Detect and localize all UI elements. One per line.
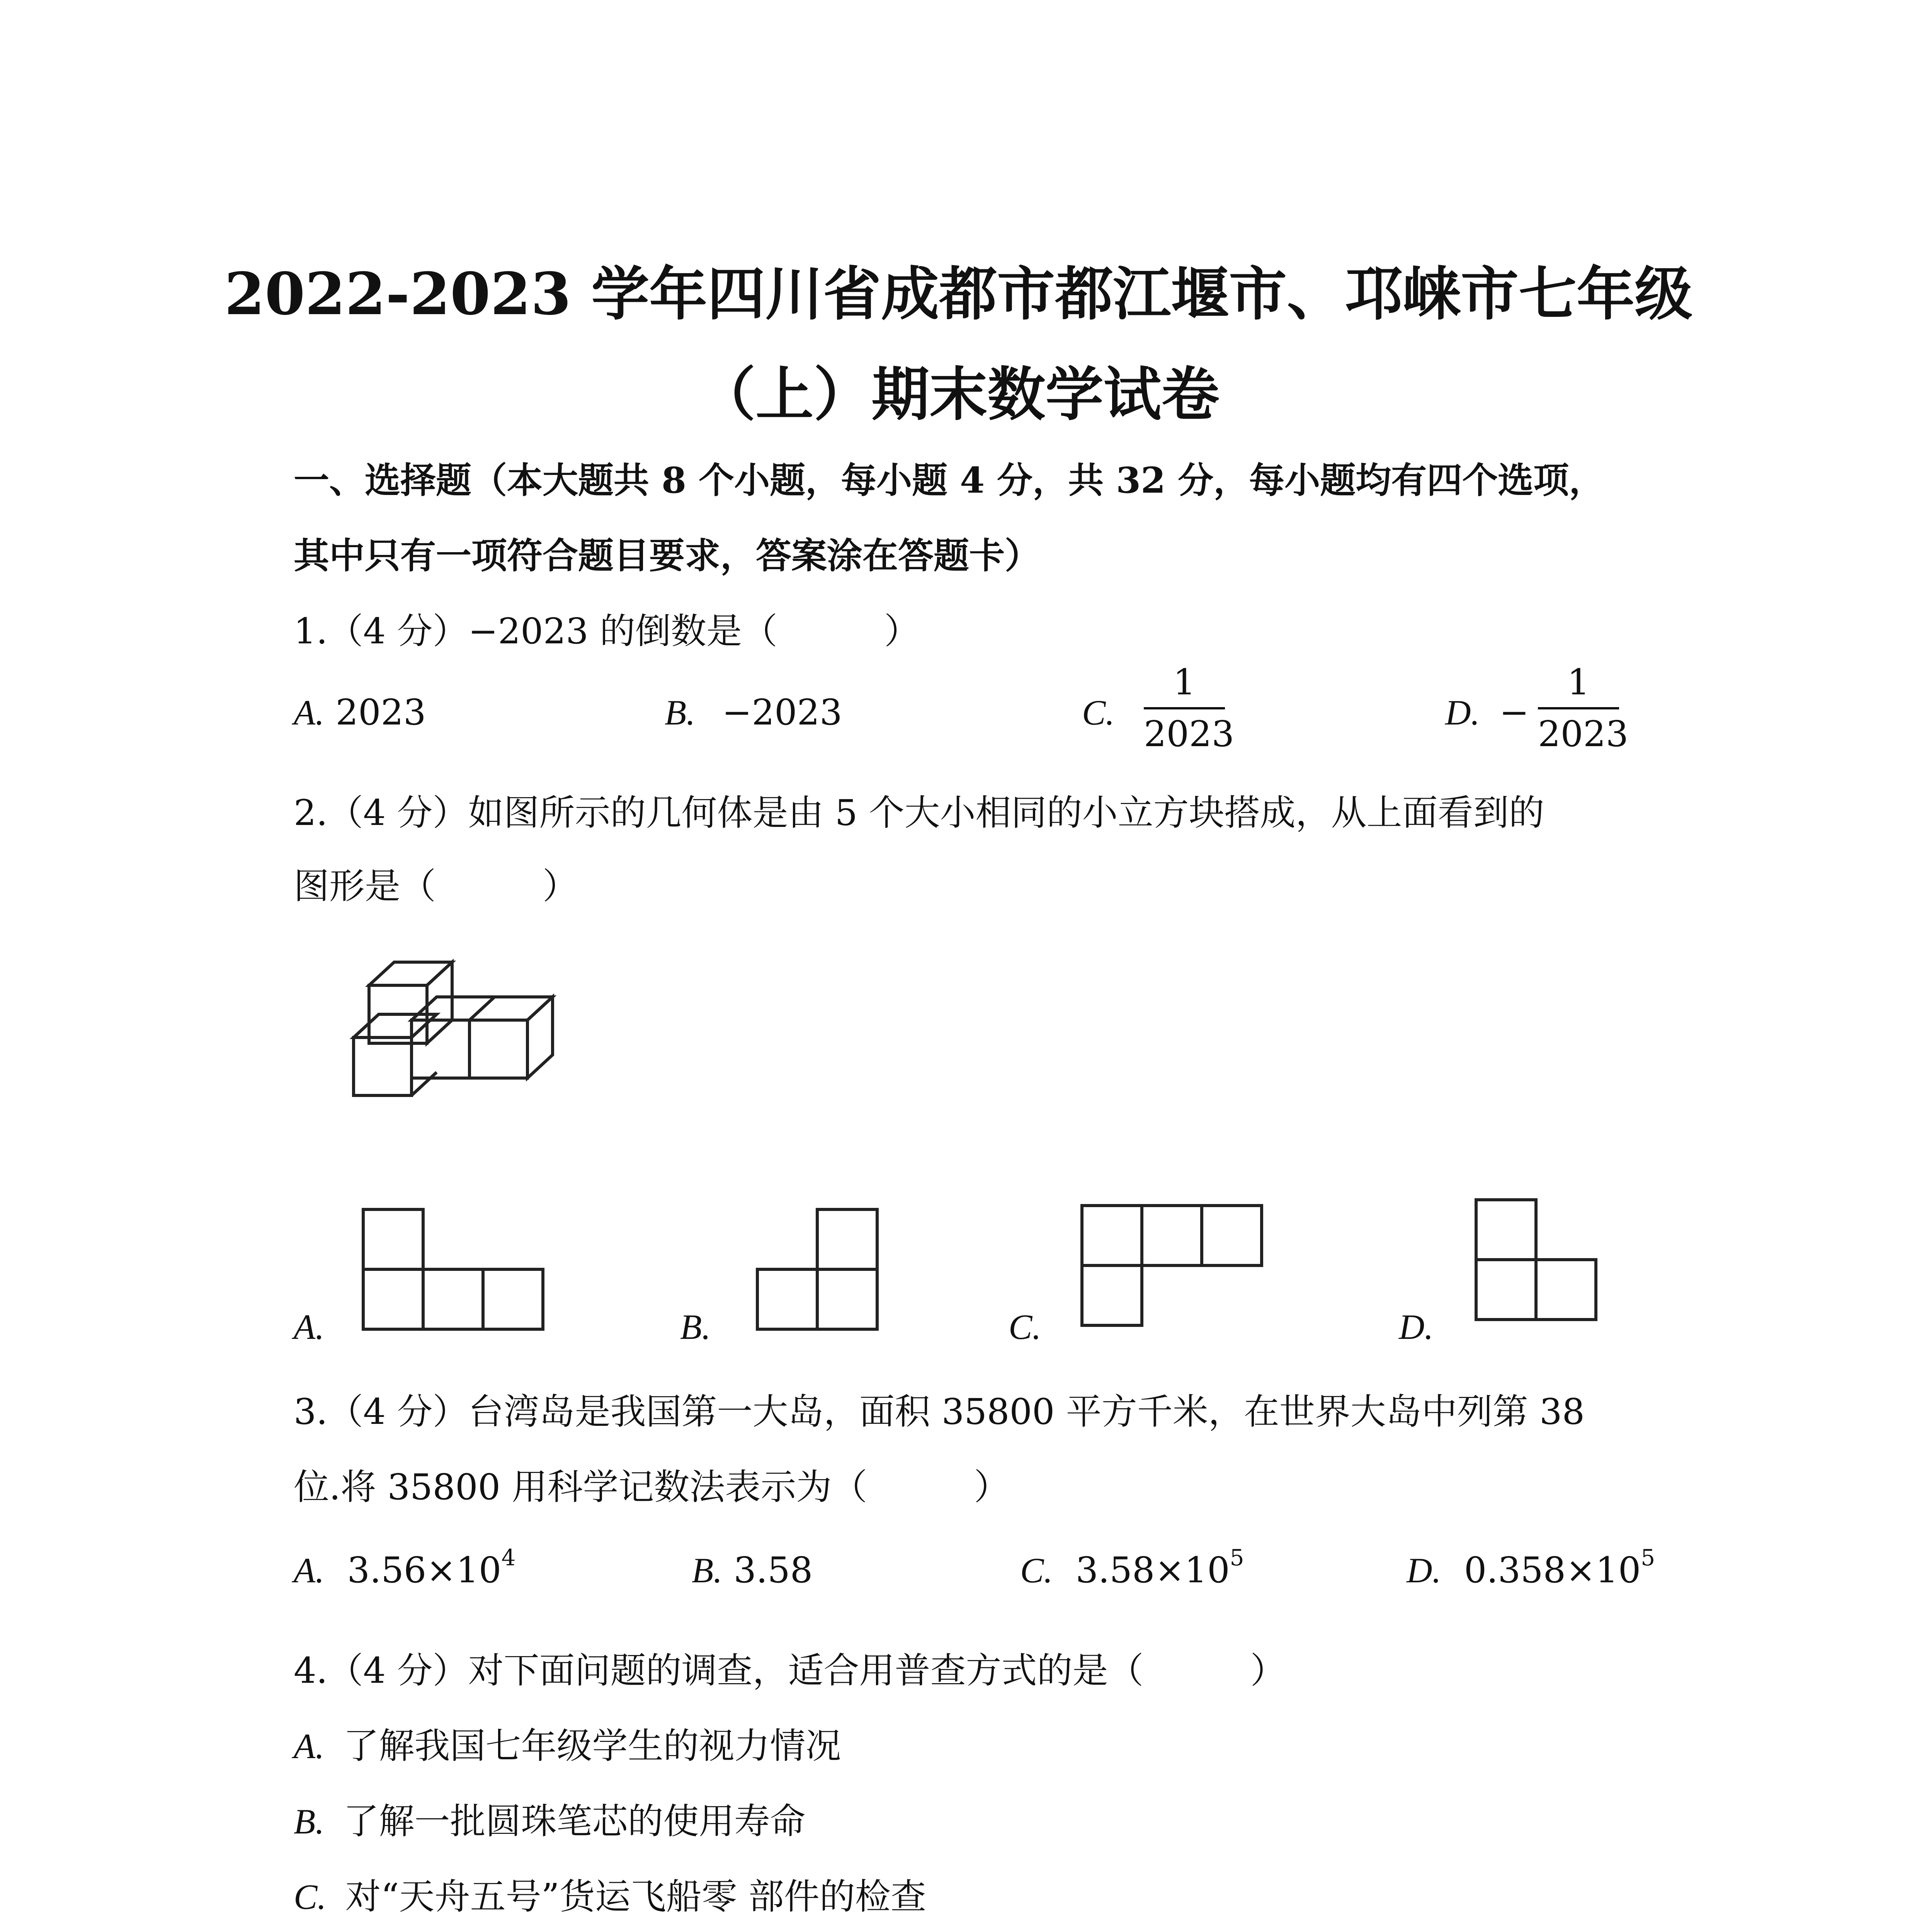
q1-option-c-denominator: 2023 [1144,713,1235,755]
q4-option-a-text: 了解我国七年级学生的视力情况 [343,1725,841,1767]
q3-option-a-base: 3.56×10 [347,1549,502,1591]
q3-option-c [1020,1544,1244,1591]
q3-option-c-label: C. [1020,1551,1053,1590]
q1-option-a [294,692,426,733]
q1-option-c-label: C. [1082,693,1115,732]
q2-stem-line1: 2.（4 分）如图所示的几何体是由 5 个大小相同的小立方块搭成，从上面看到的 [294,792,1544,833]
exam-title-line2: （上）期末数学试卷 [697,361,1220,429]
q4-option-b [294,1793,805,1844]
q1-option-b [665,692,842,733]
q1-option-d-sign: − [1499,692,1529,733]
q3-stem-line2: 位.将 35800 用科学记数法表示为（ ） [294,1466,1010,1508]
q3-option-b-text: 3.58 [733,1549,813,1591]
q4-option-b-label: B. [294,1802,325,1841]
q4-option-a [294,1718,841,1769]
q2-option-a-figure [359,1206,553,1337]
q1-option-b-text: −2023 [722,692,842,733]
q2-option-b-label: B. [680,1307,711,1347]
q2-option-b-figure [754,1206,885,1337]
q1-option-a-text: 2023 [335,692,426,733]
q1-option-d-numerator: 1 [1567,662,1590,703]
q3-option-a-label: A. [294,1551,325,1590]
q1-option-c-fraction [1144,662,1235,755]
q3-option-d-exponent: 5 [1641,1544,1655,1571]
q1-option-d-denominator: 2023 [1538,713,1629,755]
q4-option-c-text: 对“天舟五号”货运飞船零 部件的检查 [345,1876,926,1917]
q2-option-d-figure [1472,1196,1604,1327]
q4-option-c [294,1868,926,1919]
q2-option-c-figure [1078,1202,1271,1333]
q3-option-a [294,1544,516,1591]
q2-option-d-label: D. [1399,1307,1434,1347]
q3-option-b [692,1549,813,1591]
q1-option-b-label: B. [665,693,696,732]
q3-option-b-label: B. [692,1551,723,1590]
cube-stack-figure [340,943,580,1121]
q1-option-a-label: A. [294,693,325,732]
section-header-line1: 一、选择题（本大题共 8 个小题，每小题 4 分，共 32 分，每小题均有四个选项， [294,459,1605,501]
q3-stem-line1: 3.（4 分）台湾岛是我国第一大岛，面积 35800 平方千米，在世界大岛中列第 38 [294,1391,1585,1432]
section-header-line2: 其中只有一项符合题目要求，答案涂在答题卡） [294,535,1041,577]
q1-stem: 1.（4 分）−2023 的倒数是（ ） [294,611,920,652]
q1-option-d-label: D. [1445,693,1480,732]
q2-stem-line2: 图形是（ ） [294,866,578,907]
q3-option-d-base: 0.358×10 [1464,1549,1641,1591]
q2-option-a-label: A. [294,1307,325,1347]
q4-stem: 4.（4 分）对下面问题的调查，适合用普查方式的是（ ） [294,1650,1286,1691]
q1-option-c-numerator: 1 [1173,662,1196,703]
q3-option-a-exponent: 4 [501,1544,516,1571]
q3-option-d [1407,1544,1655,1591]
q4-option-c-label: C. [294,1877,327,1917]
q3-option-d-label: D. [1407,1551,1441,1590]
q1-option-d-fraction [1538,662,1629,755]
q4-option-a-label: A. [294,1726,325,1766]
q3-option-c-base: 3.58×10 [1075,1549,1230,1591]
q2-option-c-label: C. [1009,1307,1041,1347]
q3-option-c-exponent: 5 [1230,1544,1244,1571]
q4-option-b-text: 了解一批圆珠笔芯的使用寿命 [343,1801,806,1842]
exam-title-line1: 2022-2023 学年四川省成都市都江堰市、邛崃市七年级 [224,260,1693,328]
